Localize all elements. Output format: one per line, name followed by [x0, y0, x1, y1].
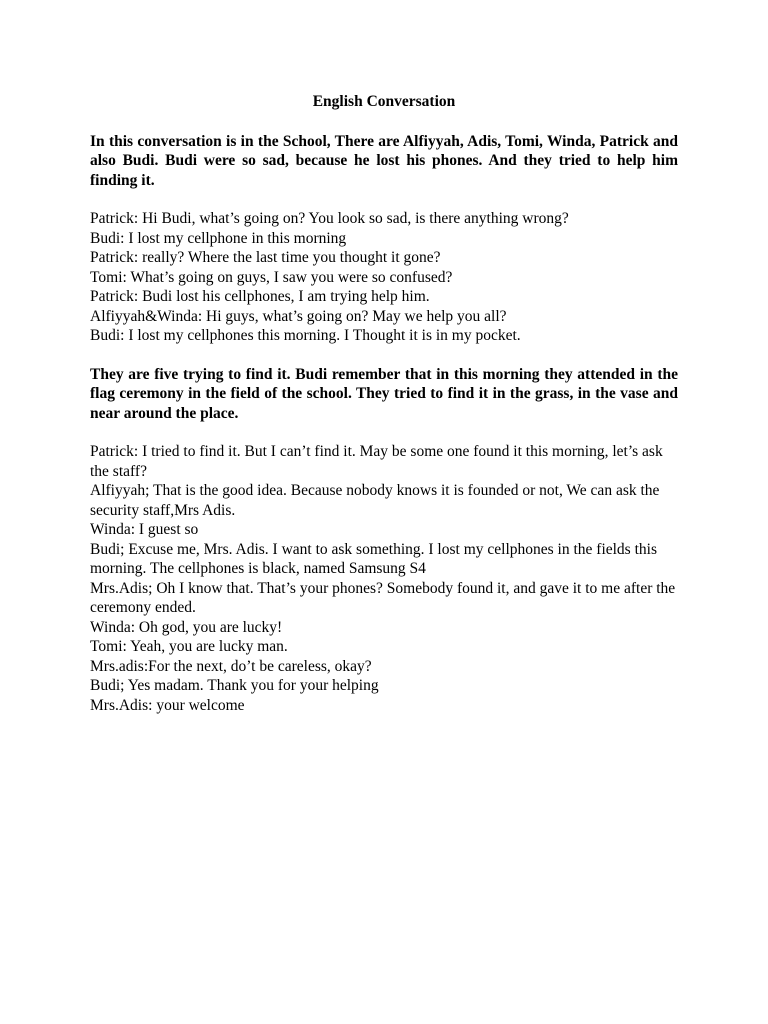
dialogue-block-2	[90, 442, 678, 715]
dialogue-line: Mrs.Adis: your welcome	[90, 696, 245, 714]
dialogue-line: Winda: I guest so	[90, 521, 199, 538]
dialogue-line: Patrick: Hi Budi, what’s going on? You look so sad, is there anything wrong?	[90, 210, 569, 227]
dialogue-line: Alfiyyah; That is the good idea. Because nobody knows it is founded or not, We can ask the security staff,Mrs Adis.	[90, 482, 660, 519]
dialogue-line: Winda: Oh god, you are lucky!	[90, 618, 283, 636]
dialogue-line: Tomi: What’s going on guys, I saw you were so confused?	[90, 268, 453, 286]
dialogue-line: Alfiyyah&Winda: Hi guys, what’s going on? May we help you all?	[90, 307, 507, 325]
dialogue-line: Patrick: I tried to find it. But I can’t find it. May be some one found it this morning, let’s ask the staff?	[90, 443, 663, 480]
dialogue-line: Tomi: Yeah, you are lucky man.	[90, 638, 288, 655]
document-title: English Conversation	[312, 93, 456, 110]
dialogue-line: Mrs.Adis; Oh I know that. That’s your phones? Somebody found it, and gave it to me after the ceremony ended.	[90, 579, 676, 616]
dialogue-line: Budi; Excuse me, Mrs. Adis. I want to ask something. I lost my cellphones in the fields this morning. The cellphones is black, named Samsung S4	[90, 540, 657, 577]
intro-paragraph: In this conversation is in the School, There are Alfiyyah, Adis, Tomi, Winda, Patrick and also Budi. Budi were so sad, because he lost his phones. And they tried to help him finding it.	[90, 132, 678, 189]
dialogue-block-1	[90, 209, 678, 346]
dialogue-line: Patrick: really? Where the last time you thought it gone?	[90, 249, 441, 266]
narration-paragraph: They are five trying to find it. Budi remember that in this morning they attended in the flag ceremony in the field of the school. They tried to find it in the grass, in the vase and near around the place.	[90, 365, 678, 422]
dialogue-line: Budi: I lost my cellphones this morning. I Thought it is in my pocket.	[90, 327, 521, 344]
dialogue-line: Mrs.adis:For the next, do’t be careless, okay?	[90, 657, 372, 675]
dialogue-line: Patrick: Budi lost his cellphones, I am trying help him.	[90, 288, 430, 305]
dialogue-line: Budi: I lost my cellphone in this morning	[90, 229, 347, 247]
dialogue-line: Budi; Yes madam. Thank you for your helping	[90, 677, 379, 694]
